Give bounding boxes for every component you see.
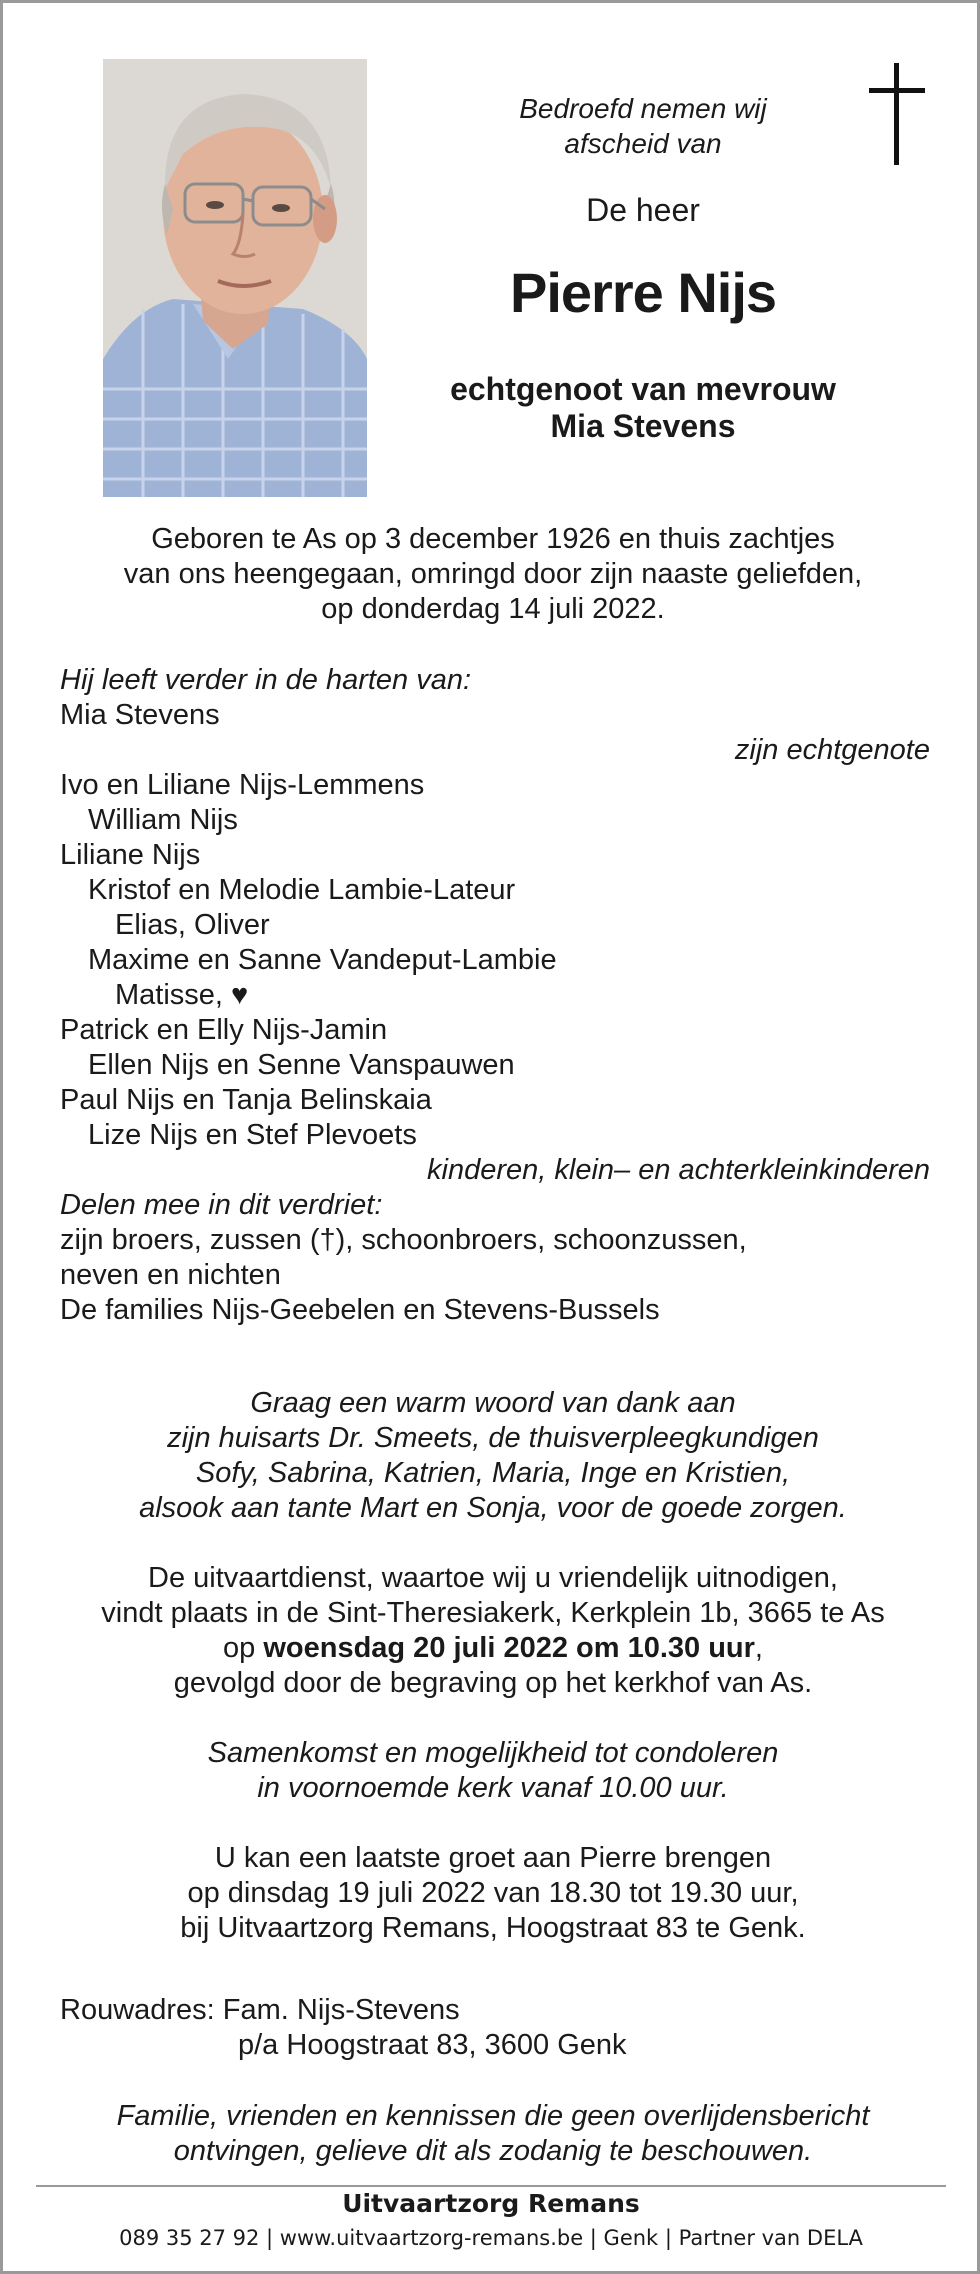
funeral-company-name: Uitvaartzorg Remans <box>342 2189 640 2218</box>
notice-text <box>43 2099 943 2169</box>
family-member: William Nijs <box>88 804 238 836</box>
farewell-line: U kan een laatste groet aan Pierre brengen <box>214 1842 772 1874</box>
mourning-address <box>60 1993 930 2063</box>
notice-line: Familie, vrienden en kennissen die geen overlijdensbericht <box>116 2100 870 2132</box>
family-member: Elias, Oliver <box>115 909 270 941</box>
condolence-line: Samenkomst en mogelijkheid tot condoleren <box>207 1737 779 1769</box>
intro-text <box>493 91 793 161</box>
condolence-line: in voornoemde kerk vanaf 10.00 uur. <box>257 1772 729 1804</box>
birth-death-info <box>63 522 923 627</box>
share-heading: Delen mee in dit verdriet: <box>60 1189 383 1221</box>
notice-line: ontvingen, gelieve dit als zodanig te beschouwen. <box>173 2135 813 2167</box>
family-member: Patrick en Elly Nijs-Jamin <box>60 1014 388 1046</box>
share-line: neven en nichten <box>60 1259 281 1291</box>
family-children-role: kinderen, klein– en achterkleinkinderen <box>427 1154 930 1186</box>
portrait-photo <box>103 59 367 497</box>
birth-line: Geboren te As op 3 december 1926 en thuis zachtjes <box>151 523 835 555</box>
spouse-line: echtgenoot van mevrouw <box>450 371 836 407</box>
funeral-service-info <box>43 1561 943 1701</box>
condolence-info <box>43 1736 943 1806</box>
honorific: De heer <box>586 192 700 228</box>
birth-line: van ons heengegaan, omringd door zijn naaste geliefden, <box>123 558 863 590</box>
address-line: p/a Hoogstraat 83, 3600 Genk <box>238 2029 627 2061</box>
family-member: Lize Nijs en Stef Plevoets <box>88 1119 417 1151</box>
service-line: gevolgd door de begraving op het kerkhof van As. <box>173 1667 813 1699</box>
family-member: Matisse, ♥ <box>115 979 249 1011</box>
service-date-suffix: , <box>754 1632 763 1664</box>
address-line: Rouwadres: Fam. Nijs-Stevens <box>60 1994 460 2026</box>
thanks-line: alsook aan tante Mart en Sonja, voor de goede zorgen. <box>139 1492 847 1524</box>
service-date: woensdag 20 juli 2022 om 10.30 uur <box>263 1632 755 1664</box>
cross-icon <box>869 63 925 165</box>
family-member: Paul Nijs en Tanja Belinskaia <box>60 1084 432 1116</box>
thanks-line: Sofy, Sabrina, Katrien, Maria, Inge en Kristien, <box>195 1457 791 1489</box>
deceased-name: Pierre Nijs <box>509 261 777 324</box>
family-member: Ivo en Liliane Nijs-Lemmens <box>60 769 425 801</box>
birth-line: op donderdag 14 juli 2022. <box>321 593 665 625</box>
share-line: De families Nijs-Geebelen en Stevens-Bussels <box>60 1294 660 1326</box>
farewell-line: bij Uitvaartzorg Remans, Hoogstraat 83 te Genk. <box>180 1912 806 1944</box>
service-date-prefix: op <box>223 1632 264 1664</box>
intro-line: Bedroefd nemen wij <box>519 93 767 124</box>
farewell-line: op dinsdag 19 juli 2022 van 18.30 tot 19.30 uur, <box>187 1877 799 1909</box>
service-line: vindt plaats in de Sint-Theresiakerk, Kerkplein 1b, 3665 te As <box>101 1597 885 1629</box>
spouse-line: Mia Stevens <box>550 408 736 444</box>
family-spouse: Mia Stevens <box>60 699 220 731</box>
intro-line: afscheid van <box>564 128 722 159</box>
farewell-info <box>43 1841 943 1946</box>
family-list <box>60 663 930 1328</box>
family-spouse-role: zijn echtgenote <box>734 734 930 766</box>
family-member: Ellen Nijs en Senne Vanspauwen <box>88 1049 515 1081</box>
footer-divider <box>36 2185 946 2187</box>
service-line: De uitvaartdienst, waartoe wij u vriendelijk uitnodigen, <box>148 1562 838 1594</box>
family-heading: Hij leeft verder in de harten van: <box>60 664 472 696</box>
thanks-line: zijn huisarts Dr. Smeets, de thuisverpleegkundigen <box>167 1422 819 1454</box>
funeral-company-contact: 089 35 27 92 | www.uitvaartzorg-remans.be | Genk | Partner van DELA <box>119 2226 863 2250</box>
share-line: zijn broers, zussen (†), schoonbroers, schoonzussen, <box>60 1224 747 1256</box>
family-member: Maxime en Sanne Vandeput-Lambie <box>88 944 557 976</box>
family-member: Kristof en Melodie Lambie-Lateur <box>88 874 516 906</box>
thanks-line: Graag een warm woord van dank aan <box>250 1387 736 1419</box>
thanks-text <box>43 1386 943 1526</box>
spouse-info <box>423 371 863 445</box>
service-date-line <box>43 1631 943 1666</box>
family-member: Liliane Nijs <box>60 839 201 871</box>
